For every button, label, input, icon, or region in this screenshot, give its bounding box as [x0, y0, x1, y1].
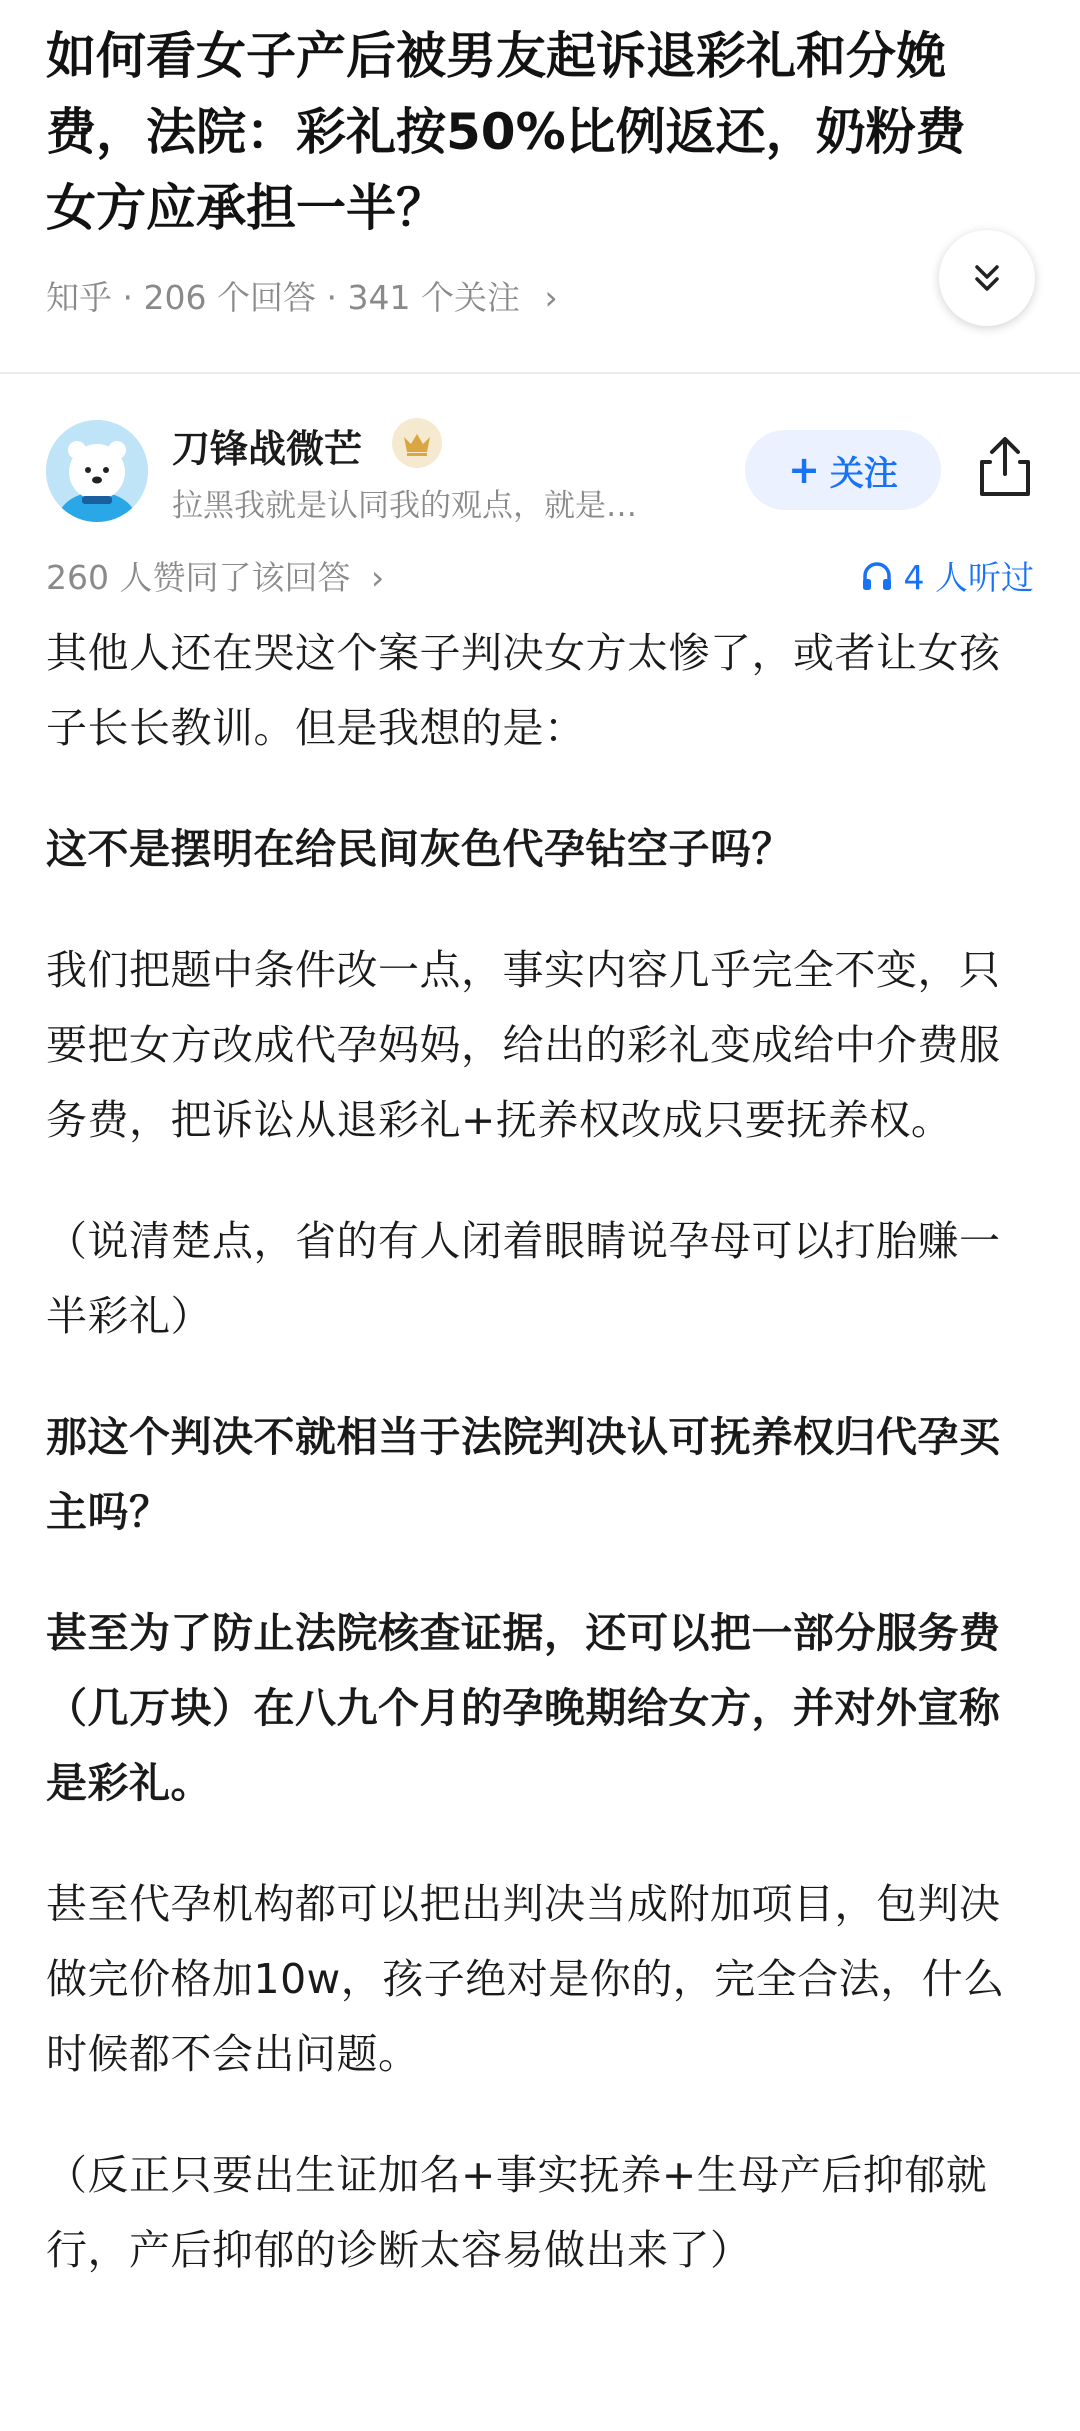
meta-separator: ·: [122, 278, 133, 317]
follow-button[interactable]: [745, 430, 941, 510]
source-label: 知乎: [46, 278, 112, 317]
author-avatar[interactable]: [46, 420, 148, 522]
paragraph: （说清楚点，省的有人闭着眼睛说孕母可以打胎赚一半彩礼）: [46, 1217, 1001, 1340]
answer-content: [46, 616, 1036, 2288]
follow-label: 关注: [829, 453, 898, 494]
chevron-right-icon: ›: [370, 558, 385, 597]
listen-count[interactable]: [860, 552, 1035, 599]
question-meta[interactable]: [46, 272, 558, 319]
paragraph: 这不是摆明在给民间灰色代孕钻空子吗？: [46, 825, 793, 873]
paragraph: （反正只要出生证加名+事实抚养+生母产后抑郁就行，产后抑郁的诊断太容易做出来了）: [46, 2151, 988, 2274]
paragraph: 那这个判决不就相当于法院判决认可抚养权归代孕买主吗？: [46, 1413, 1001, 1536]
author-bio: 拉黑我就是认同我的观点，就是…: [172, 488, 637, 524]
headphones-icon: [860, 559, 894, 593]
follow-count: 341 个关注: [347, 278, 520, 317]
share-button[interactable]: [972, 432, 1038, 502]
likes-text: 260 人赞同了该回答: [46, 558, 351, 597]
crown-badge-icon: [392, 418, 442, 468]
paragraph: 其他人还在哭这个案子判决女方太惨了，或者让女孩子长长教训。但是我想的是：: [46, 629, 1001, 752]
meta-separator: ·: [326, 278, 337, 317]
paragraph: 我们把题中条件改一点，事实内容几乎完全不变，只要把女方改成代孕妈妈，给出的彩礼变成给中介费服务费，把诉讼从退彩礼+抚养权改成只要抚养权。: [46, 946, 1001, 1144]
paragraph: 甚至代孕机构都可以把出判决当成附加项目，包判决做完价格加10w，孩子绝对是你的，完全合法，什么时候都不会出问题。: [46, 1880, 1005, 2078]
chevron-right-icon: ›: [544, 278, 558, 317]
answer-count: 206 个回答: [143, 278, 316, 317]
divider: [0, 372, 1080, 374]
question-title[interactable]: 如何看女子产后被男友起诉退彩礼和分娩费，法院：彩礼按50%比例返还，奶粉费女方应承担一半？: [46, 27, 966, 237]
polar-bear-avatar-icon: [46, 420, 148, 522]
share-icon: [972, 432, 1038, 502]
paragraph: 甚至为了防止法院核查证据，还可以把一部分服务费（几万块）在八九个月的孕晚期给女方，并对外宣称是彩礼。: [46, 1609, 1001, 1807]
author-name[interactable]: 刀锋战微芒: [172, 427, 363, 471]
double-chevron-down-icon: [967, 258, 1007, 298]
plus-icon: +: [788, 448, 820, 492]
listen-text: 4 人听过: [903, 558, 1034, 597]
likes-count[interactable]: [46, 552, 384, 599]
collapse-button[interactable]: [939, 230, 1035, 326]
